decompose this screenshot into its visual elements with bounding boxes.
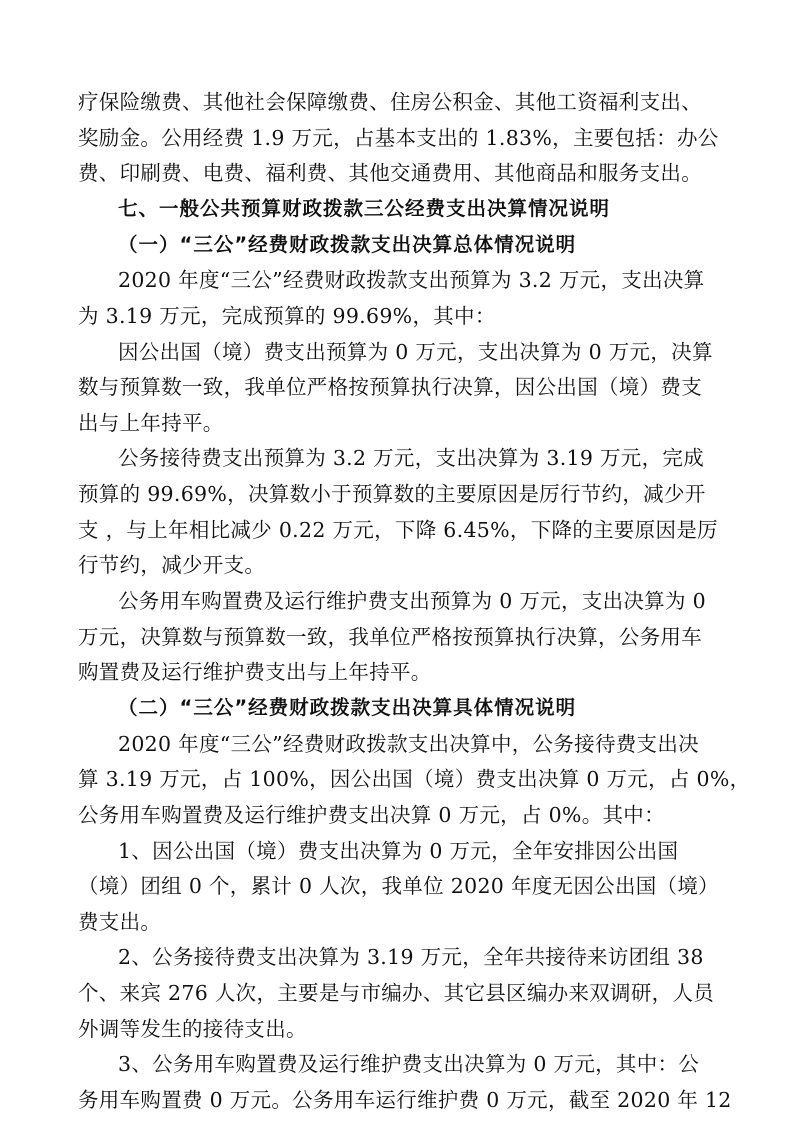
paragraph-line: 1、因公出国（境）费支出决算为 0 万元，全年安排因公出国 xyxy=(118,838,679,863)
paragraph-line: 外调等发生的接待支出。 xyxy=(78,1016,307,1041)
paragraph-line: 出与上年持平。 xyxy=(78,410,224,435)
paragraph-line: 万元，决算数与预算数一致，我单位严格按预算执行决算，公务用车 xyxy=(78,624,702,649)
paragraph-line: 公务用车购置费及运行维护费支出决算 0 万元，占 0%。其中： xyxy=(78,802,665,827)
paragraph-line: 费支出。 xyxy=(78,909,162,934)
paragraph-line: 公务用车购置费及运行维护费支出预算为 0 万元，支出决算为 0 xyxy=(118,589,706,613)
paragraph-line: 务用车购置费 0 万元。公务用车运行维护费 0 万元，截至 2020 年 12 xyxy=(78,1088,732,1112)
paragraph-line: 支 ，与上年相比减少 0.22 万元，下降 6.45%，下降的主要原因是厉 xyxy=(78,517,718,542)
paragraph-line: 预算的 99.69%，决算数小于预算数的主要原因是厉行节约，减少开 xyxy=(78,482,706,507)
paragraph-line: 费、印刷费、电费、福利费、其他交通费用、其他商品和服务支出。 xyxy=(78,161,702,186)
subsection-heading: （二）“三公”经费财政拨款支出决算具体情况说明 xyxy=(118,695,577,719)
paragraph-line: 3、公务用车购置费及运行维护费支出决算为 0 万元，其中：公 xyxy=(118,1052,700,1077)
paragraph-line: 疗保险缴费、其他社会保障缴费、住房公积金、其他工资福利支出、 xyxy=(78,90,702,114)
subsection-heading: （一）“三公”经费财政拨款支出决算总体情况说明 xyxy=(118,232,577,256)
paragraph-line: 行节约，减少开支。 xyxy=(78,553,266,578)
paragraph-line: 个、来宾 276 人次，主要是与市编办、其它县区编办来双调研，人员 xyxy=(78,981,715,1006)
section-heading: 七、一般公共预算财政拨款三公经费支出决算情况说明 xyxy=(118,196,611,220)
paragraph-line: （境）团组 0 个，累计 0 人次，我单位 2020 年度无因公出国（境） xyxy=(78,874,719,899)
paragraph-line: 奖励金。公用经费 1.9 万元，占基本支出的 1.83%，主要包括：办公 xyxy=(78,125,719,150)
paragraph-line: 公务接待费支出预算为 3.2 万元，支出决算为 3.19 万元，完成 xyxy=(118,446,705,471)
paragraph-line: 为 3.19 万元，完成预算的 99.69%，其中： xyxy=(78,303,496,328)
paragraph-line: 算 3.19 万元，占 100%，因公出国（境）费支出决算 0 万元，占 0%， xyxy=(78,767,751,792)
paragraph-line: 因公出国（境）费支出预算为 0 万元，支出决算为 0 万元，决算 xyxy=(118,339,713,364)
paragraph-line: 2、公务接待费支出决算为 3.19 万元，全年共接待来访团组 38 xyxy=(118,945,704,970)
paragraph-line: 数与预算数一致，我单位严格按预算执行决算，因公出国（境）费支 xyxy=(78,375,702,400)
paragraph-line: 2020 年度“三公”经费财政拨款支出预算为 3.2 万元，支出决算 xyxy=(118,268,705,293)
paragraph-line: 购置费及运行维护费支出与上年持平。 xyxy=(78,660,432,685)
paragraph-line: 2020 年度“三公”经费财政拨款支出决算中，公务接待费支出决 xyxy=(118,731,699,756)
